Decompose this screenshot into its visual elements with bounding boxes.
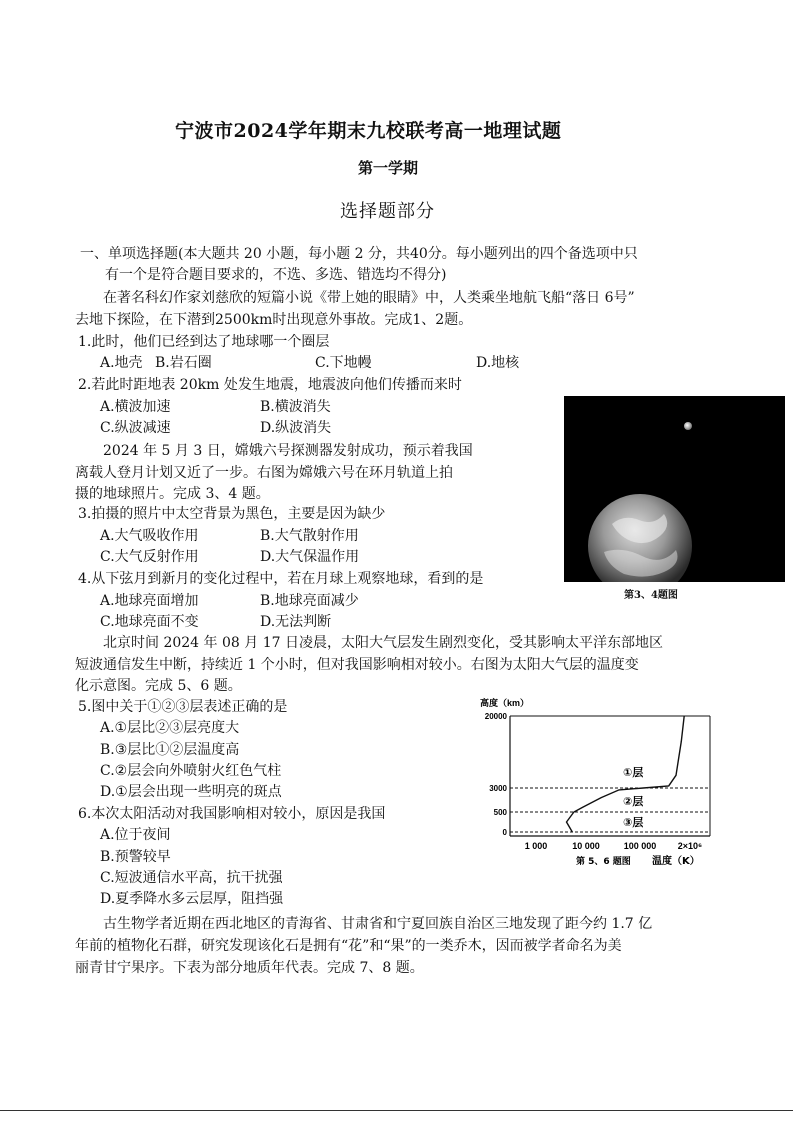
question-4-option-c: C.地球亮面不变 [100,614,199,630]
x-tick-100000: 100 000 [623,841,657,851]
question-2-option-c: C.纵波减速 [100,420,171,436]
question-6-stem: 6.本次太阳活动对我国影响相对较小，原因是我国 [78,806,386,822]
photo-caption: 第3、4题图 [624,590,678,601]
x-tick-2e6: 2×10⁶ [677,841,703,851]
question-5-stem: 5.图中关于①②③层表述正确的是 [78,699,288,715]
question-1-option-d: D.地核 [476,355,520,371]
x-tick-10000: 10 000 [572,841,600,851]
layer-3-label: ③层 [623,816,644,829]
passage-2-line-1: 2024 年 5 月 3 日，嫦娥六号探测器发射成功，预示着我国 [103,443,473,459]
question-2-stem: 2.若此时距地表 20km 处发生地震，地震波向他们传播而来时 [78,377,462,393]
question-6-option-d: D.夏季降水多云层厚，阻挡强 [100,891,284,907]
question-4-option-a: A.地球亮面增加 [100,593,199,609]
passage-4-line-1: 古生物学者近期在西北地区的青海省、甘肃省和宁夏回族自治区三地发现了距今约 1.7 亿 [103,916,653,932]
question-1-option-a: A.地壳 [100,355,143,371]
page-title: 宁波市2024学年期末九校联考高一地理试题 [175,120,562,142]
question-3-option-c: C.大气反射作用 [100,549,199,565]
question-5-option-c: C.②层会向外喷射火红色气柱 [100,763,282,779]
chart-svg [478,696,718,874]
passage-3-line-1: 北京时间 2024 年 08 月 17 日凌晨，太阳大气层发生剧烈变化，受其影响太平洋东部地区 [103,635,663,651]
question-5-option-d: D.①层会出现一些明亮的斑点 [100,784,282,800]
question-5-option-b: B.③层比①②层温度高 [100,742,240,758]
chart-caption: 第 5、6 题图 [576,857,631,867]
question-3-option-d: D.大气保温作用 [260,549,360,565]
solar-temperature-chart [478,696,718,874]
passage-1-line-1: 在著名科幻作家刘慈欣的短篇小说《带上她的眼睛》中，人类乘坐地航飞船“落日 6号” [103,290,635,306]
section-heading: 选择题部分 [340,201,435,222]
question-2-option-a: A.横波加速 [100,399,171,415]
y-tick-3000: 3000 [489,784,507,793]
instructions-line-1: 一、单项选择题(本大题共 20 小题，每小题 2 分，共40分。每小题列出的四个备选项中只 [80,246,638,262]
layer-1-label: ①层 [623,766,644,779]
question-1-stem: 1.此时，他们已经到达了地球哪一个圈层 [78,334,330,350]
question-4-option-b: B.地球亮面减少 [260,593,359,609]
footer-divider [0,1110,793,1111]
question-3-stem: 3.拍摄的照片中太空背景为黑色，主要是因为缺少 [78,506,386,522]
passage-2-line-3: 摄的地球照片。完成 3、4 题。 [75,486,270,502]
passage-4-line-3: 丽青甘宁果序。下表为部分地质年代表。完成 7、8 题。 [75,960,424,976]
y-tick-20000: 20000 [484,712,507,721]
question-3-option-b: B.大气散射作用 [260,528,359,544]
x-axis-label: 温度（K） [652,856,700,867]
x-tick-1000: 1 000 [524,841,548,851]
question-4-stem: 4.从下弦月到新月的变化过程中，若在月球上观察地球，看到的是 [78,571,484,587]
question-3-option-a: A.大气吸收作用 [100,528,199,544]
earth-photo [564,396,785,582]
question-1-option-b: B.岩石圈 [155,355,212,371]
y-axis-label: 高度（km） [480,698,530,708]
semester-label: 第一学期 [358,159,419,177]
passage-1-line-2: 去地下探险，在下潜到2500km时出现意外事故。完成1、2题。 [75,312,473,328]
question-6-option-a: A.位于夜间 [100,827,171,843]
question-6-option-c: C.短波通信水平高，抗干扰强 [100,870,283,886]
layer-2-label: ②层 [623,795,644,808]
passage-4-line-2: 年前的植物化石群，研究发现该化石是拥有“花”和“果”的一类乔木，因而被学者命名为美 [75,938,622,954]
question-5-option-a: A.①层比②③层亮度大 [100,720,240,736]
question-2-option-b: B.横波消失 [260,399,331,415]
passage-3-line-3: 化示意图。完成 5、6 题。 [75,678,242,694]
question-4-option-d: D.无法判断 [260,614,332,630]
y-tick-0: 0 [502,828,507,837]
question-1-option-c: C.下地幔 [315,355,372,371]
question-6-option-b: B.预警较早 [100,849,171,865]
question-2-option-d: D.纵波消失 [260,420,332,436]
passage-3-line-2: 短波通信发生中断，持续近 1 个小时，但对我国影响相对较小。右图为太阳大气层的温度变 [75,657,639,673]
y-tick-500: 500 [493,808,507,817]
earth-photo-image [564,396,785,582]
instructions-line-2: 有一个是符合题目要求的，不选、多选、错选均不得分) [105,267,447,283]
passage-2-line-2: 离载人登月计划又近了一步。右图为嫦娥六号在环月轨道上拍 [75,465,453,481]
